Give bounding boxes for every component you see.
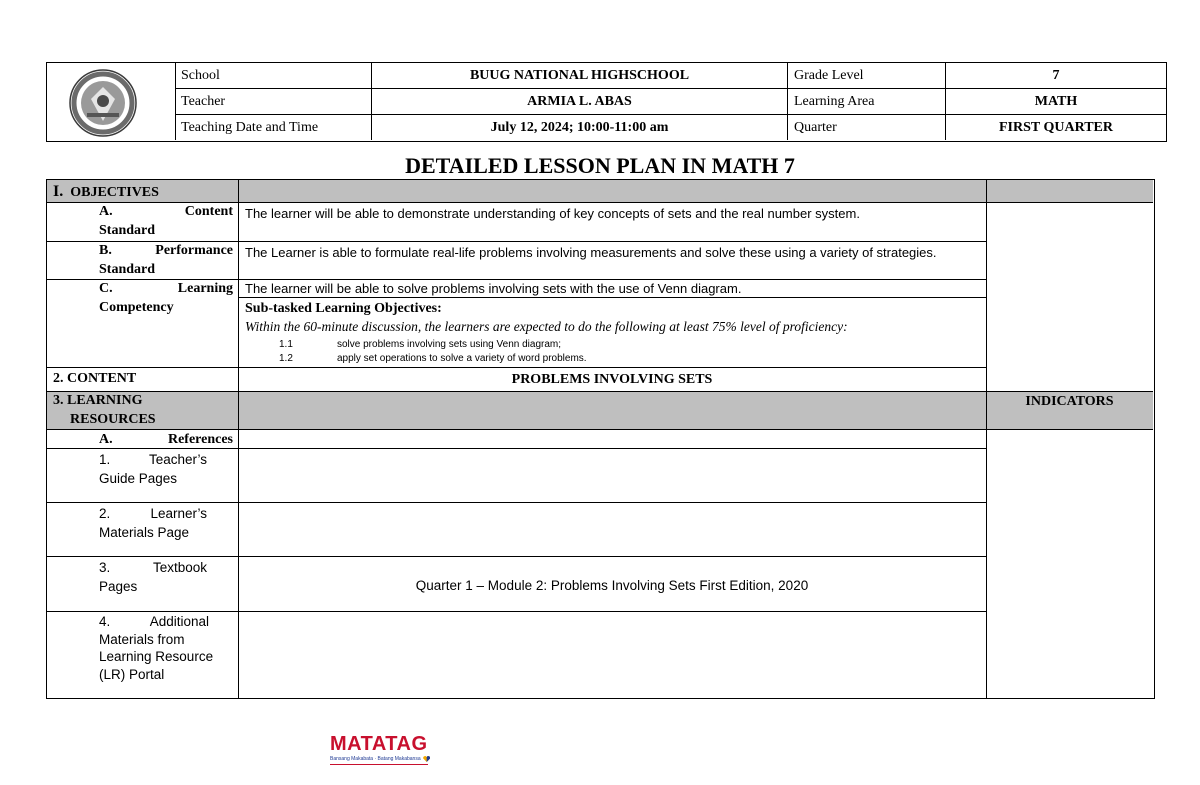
references-label: A. References — [99, 432, 233, 447]
teaching-date-value: July 12, 2024; 10:00-11:00 am — [490, 120, 669, 135]
school-value: BUUG NATIONAL HIGHSCHOOL — [469, 68, 690, 83]
objectives-heading — [53, 182, 159, 202]
teaching-date-label: Teaching Date and Time — [181, 120, 319, 135]
objectives-header-row — [47, 180, 1153, 202]
learning-resources-label: 3. LEARNING RESOURCES — [53, 393, 156, 427]
subtasked-intro: Within the 60-minute discussion, the learners are expected to do the following at least 75% level of proficiency: — [245, 319, 848, 334]
performance-standard-text: The Learner is able to formulate real-life problems involving measurements and solve these using a variety of strategies. — [245, 245, 937, 260]
additional-materials-label: 4. Additional Materials from Learning Resource (LR) Portal — [99, 614, 214, 682]
teachers-guide-label: 1. Teacher’s Guide Pages — [99, 452, 207, 486]
indicators-heading: INDICATORS — [1025, 394, 1114, 409]
document-title: DETAILED LESSON PLAN IN MATH 7 — [405, 153, 795, 178]
grade-level-label: Grade Level — [794, 68, 864, 83]
content-text: PROBLEMS INVOLVING SETS — [511, 372, 713, 387]
lesson-plan-table — [46, 179, 1155, 699]
subtasked-item: 1.2 apply set operations to solve a variety of word problems. — [279, 353, 587, 364]
learners-materials-label: 2. Learner’s Materials Page — [99, 506, 207, 540]
performance-standard-label: B. Performance Standard — [99, 243, 233, 277]
heart-icon — [423, 755, 430, 763]
deped-seal-icon — [47, 63, 175, 140]
subtasked-heading: Sub-tasked Learning Objectives: — [245, 301, 442, 316]
deped-seal-cell — [47, 63, 176, 140]
learning-competency-label: C. Learning Competency — [99, 281, 233, 315]
subtasked-item: 1.1 solve problems involving sets using Venn diagram; — [279, 339, 562, 350]
matatag-logo-word: MATATAG — [330, 733, 428, 755]
teacher-label: Teacher — [181, 94, 226, 109]
learning-area-label: Learning Area — [794, 94, 875, 109]
matatag-logo — [330, 733, 430, 767]
learning-competency-text: The learner will be able to solve problems involving sets with the use of Venn diagram. — [245, 281, 742, 296]
content-standard-text: The learner will be able to demonstrate understanding of key concepts of sets and the real number system. — [245, 206, 860, 221]
school-label: School — [181, 68, 220, 83]
learning-area-value: MATH — [1034, 94, 1078, 109]
textbook-pages-label: 3. Textbook Pages — [99, 560, 207, 594]
content-standard-label: A. Content Standard — [99, 204, 233, 238]
quarter-label: Quarter — [794, 120, 837, 135]
objectives-number: I. — [53, 183, 64, 200]
teacher-value: ARMIA L. ABAS — [527, 94, 632, 109]
matatag-logo-tagline: Bansang Makabata · Batang Makabansa — [330, 755, 421, 762]
grade-level-value: 7 — [1052, 68, 1060, 83]
quarter-value: FIRST QUARTER — [999, 120, 1113, 135]
school-info-table — [46, 62, 1167, 142]
content-label: 2. CONTENT — [53, 371, 137, 386]
objectives-label: OBJECTIVES — [70, 185, 159, 200]
textbook-pages-value: Quarter 1 – Module 2: Problems Involving Sets First Edition, 2020 — [415, 578, 809, 593]
